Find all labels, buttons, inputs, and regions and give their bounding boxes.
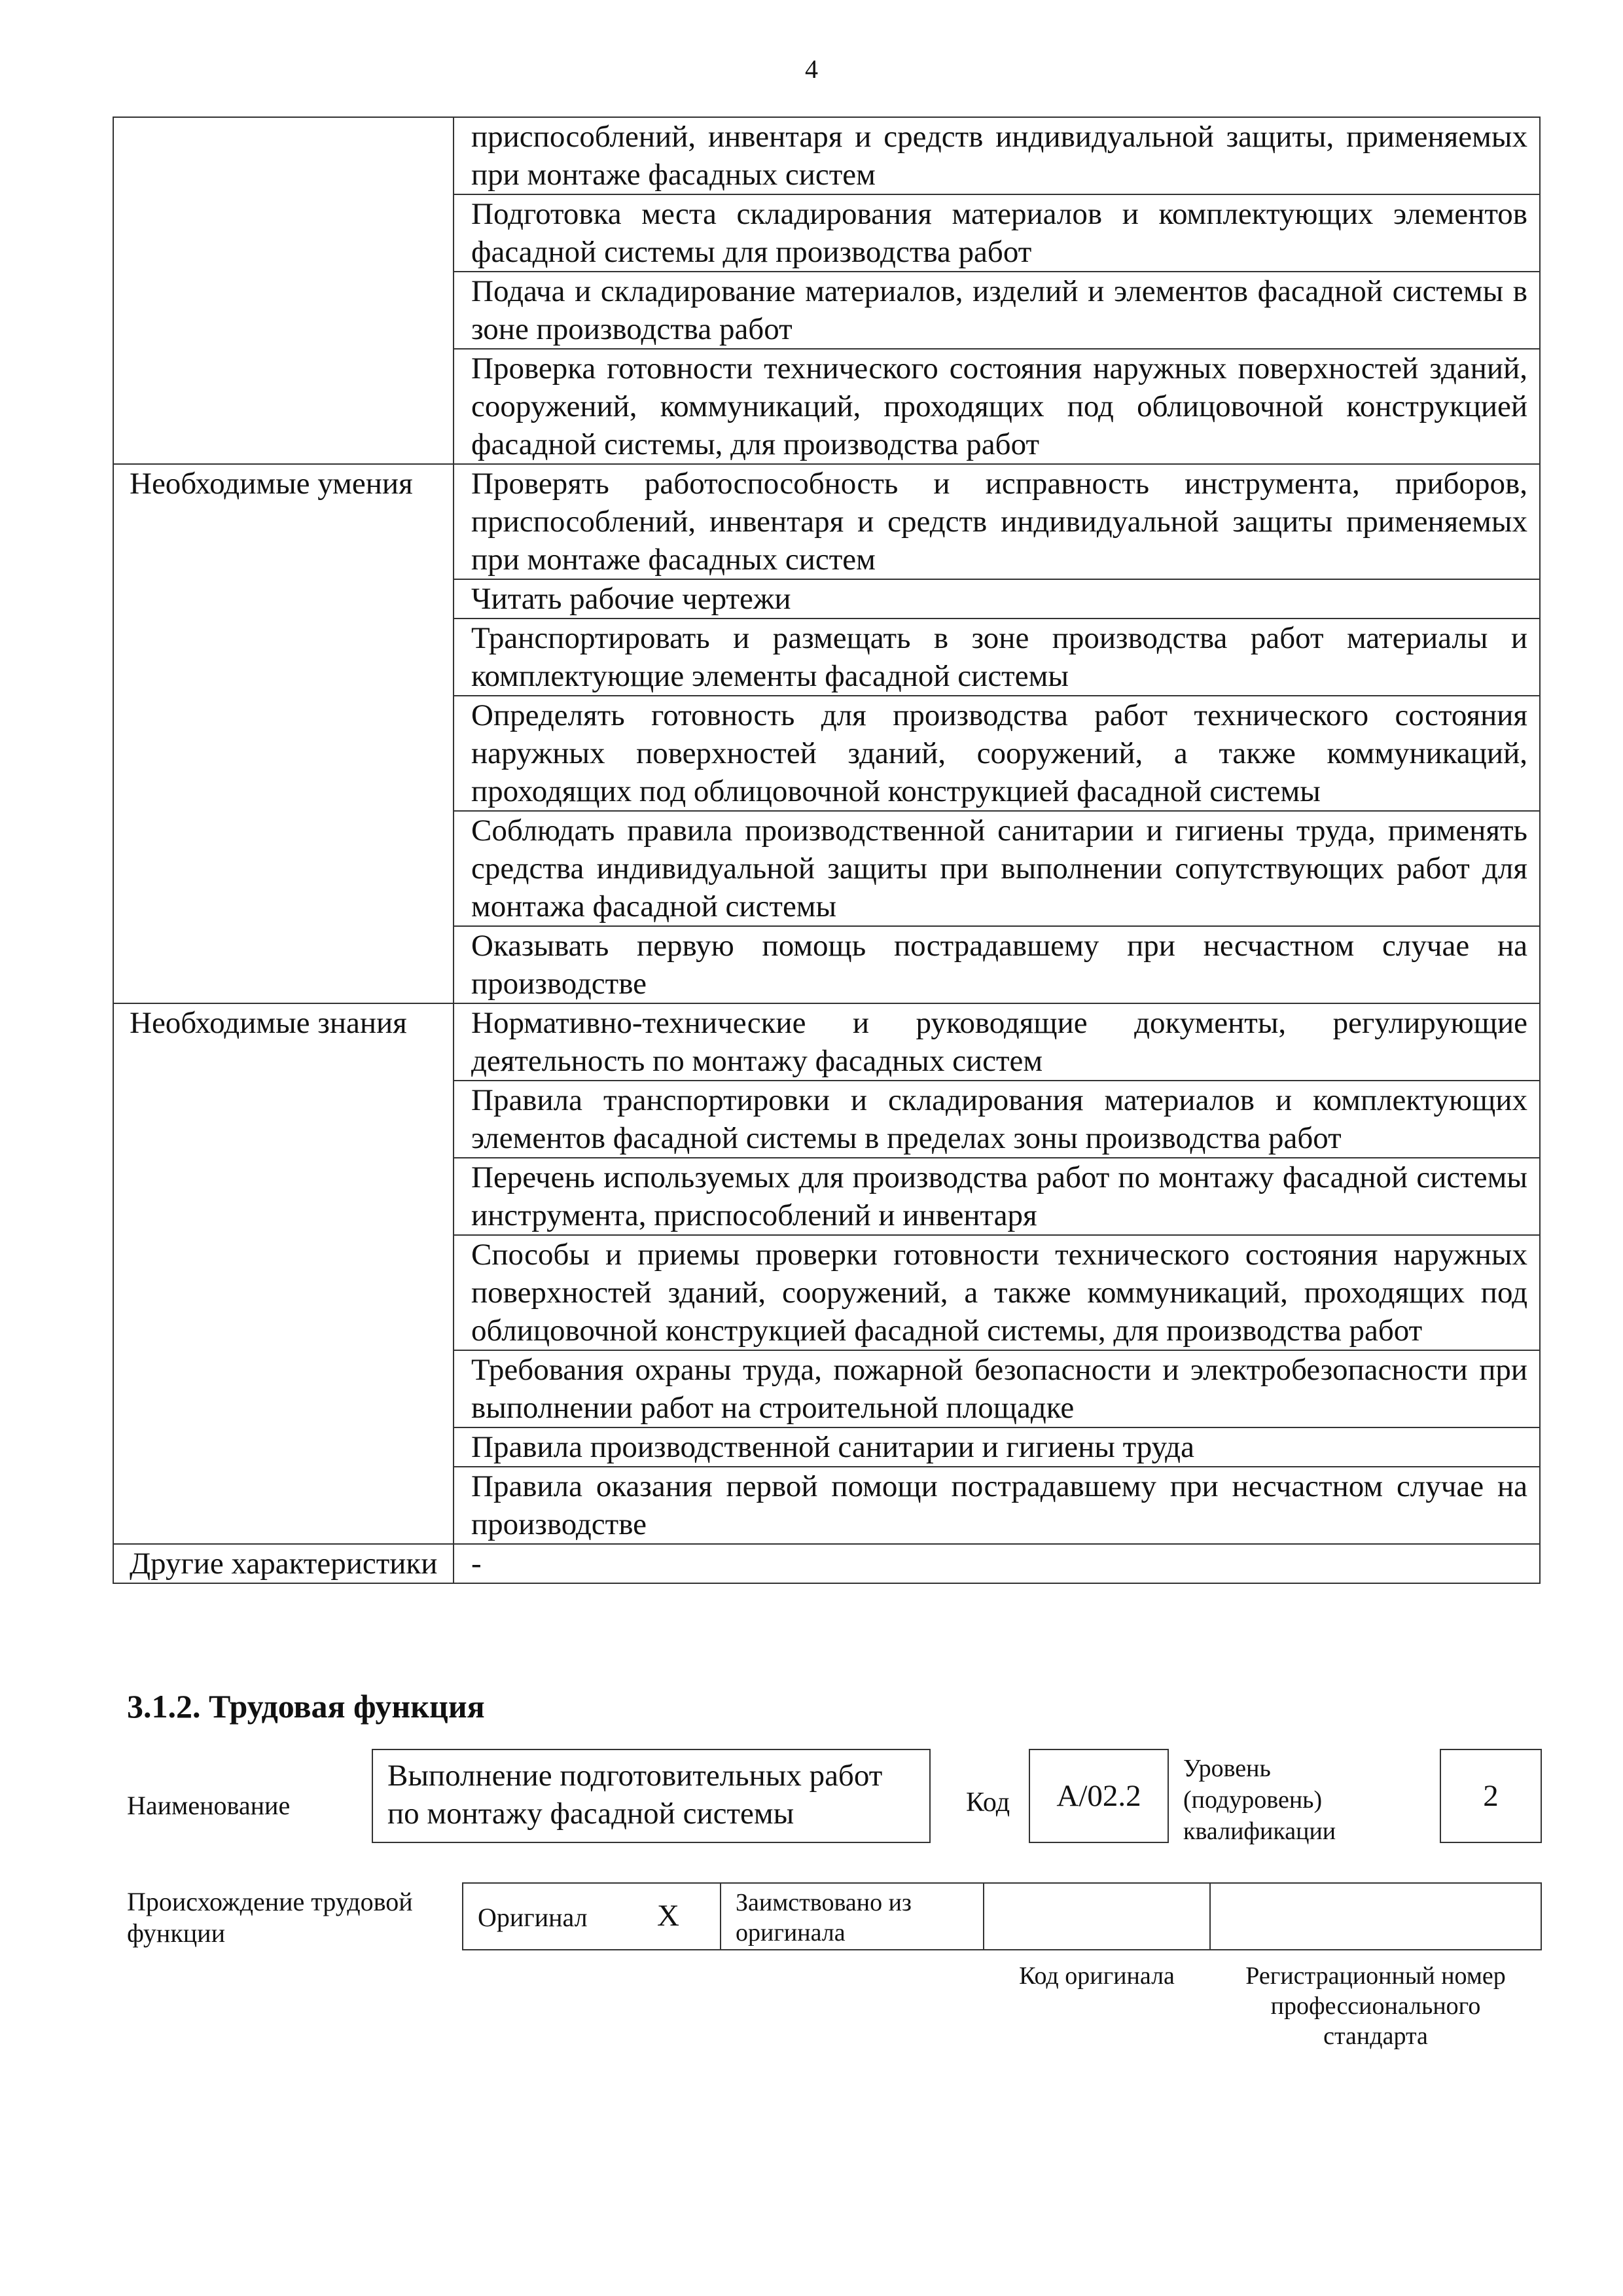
table-cell: Способы и приемы проверки готовности технического состояния наружных поверхностей зданий, сооружений, а также коммуникаций, проходящих под облицовочной конструкцией фасадной системы, для производства работ [454, 1235, 1540, 1350]
origin-label: Происхождение трудовой функции [127, 1887, 413, 1948]
table-cell: Требования охраны труда, пожарной безопасности и электробезопасности при выполнении работ на строительной площадке [454, 1350, 1540, 1427]
code-value-box: A/02.2 [1029, 1749, 1169, 1843]
table-cell: Соблюдать правила производственной санитарии и гигиены труда, применять средства индивидуальной защиты при выполнении сопутствующих работ для монтажа фасадной системы [454, 811, 1540, 926]
table-cell: Подача и складирование материалов, изделий и элементов фасадной системы в зоне производства работ [454, 272, 1540, 349]
table-cell: - [454, 1544, 1540, 1583]
code-label: Код [966, 1787, 1010, 1818]
original-code-caption: Код оригинала [1019, 1962, 1175, 1990]
row-label-other: Другие характеристики [113, 1544, 454, 1583]
page-number: 4 [805, 54, 818, 84]
table-cell: Транспортировать и размещать в зоне производства работ материалы и комплектующие элементы фасадной системы [454, 619, 1540, 696]
table-cell: Читать рабочие чертежи [454, 579, 1540, 619]
function-name-box: Выполнение подготовительных работ по монтажу фасадной системы [372, 1749, 931, 1843]
table-row [113, 464, 1540, 579]
table-row [113, 1544, 1540, 1583]
original-label: Оригинал [478, 1903, 588, 1932]
level-value-box: 2 [1440, 1749, 1542, 1843]
table-row [113, 1003, 1540, 1081]
table-cell: Правила производственной санитарии и гигиены труда [454, 1427, 1540, 1467]
table-cell: Подготовка места складирования материалов и комплектующих элементов фасадной системы для производства работ [454, 194, 1540, 272]
table-cell: Перечень используемых для производства работ по монтажу фасадной системы инструмента, приспособлений и инвентаря [454, 1158, 1540, 1235]
table-cell: Определять готовность для производства работ технического состояния наружных поверхностей зданий, сооружений, а также коммуникаций, проходящих под облицовочной конструкцией фасадной системы [454, 696, 1540, 811]
reg-number-caption: Регистрационный номер профессионального стандарта [1245, 1962, 1506, 2050]
table-cell: приспособлений, инвентаря и средств индивидуальной защиты, применяемых при монтаже фасадных систем [454, 117, 1540, 194]
table-cell: Правила оказания первой помощи пострадавшему при несчастном случае на производстве [454, 1467, 1540, 1544]
reg-number-cell [1209, 1882, 1542, 1950]
table-cell: Нормативно-технические и руководящие документы, регулирующие деятельность по монтажу фасадных систем [454, 1003, 1540, 1081]
competency-table [113, 117, 1541, 1584]
section-heading: 3.1.2. Трудовая функция [127, 1688, 485, 1725]
table-cell: Оказывать первую помощь пострадавшему при несчастном случае на производстве [454, 926, 1540, 1003]
name-label: Наименование [127, 1791, 291, 1820]
row-label-skills: Необходимые умения [113, 464, 454, 1003]
table-row [113, 117, 1540, 194]
borrowed-cell: Заимствовано из оригинала [720, 1882, 984, 1950]
row-label [113, 117, 454, 464]
table-cell: Правила транспортировки и складирования материалов и комплектующих элементов фасадной системы в пределах зоны производства работ [454, 1081, 1540, 1158]
original-mark: X [657, 1899, 679, 1933]
original-code-cell [983, 1882, 1211, 1950]
table-cell: Проверять работоспособность и исправность инструмента, приборов, приспособлений, инвентаря и средств индивидуальной защиты применяемых при монтаже фасадных систем [454, 464, 1540, 579]
row-label-knowledge: Необходимые знания [113, 1003, 454, 1544]
level-label: Уровень (подуровень) квалификации [1183, 1755, 1336, 1845]
table-cell: Проверка готовности технического состояния наружных поверхностей зданий, сооружений, коммуникаций, проходящих под облицовочной конструкцией фасадной системы, для производства работ [454, 349, 1540, 464]
